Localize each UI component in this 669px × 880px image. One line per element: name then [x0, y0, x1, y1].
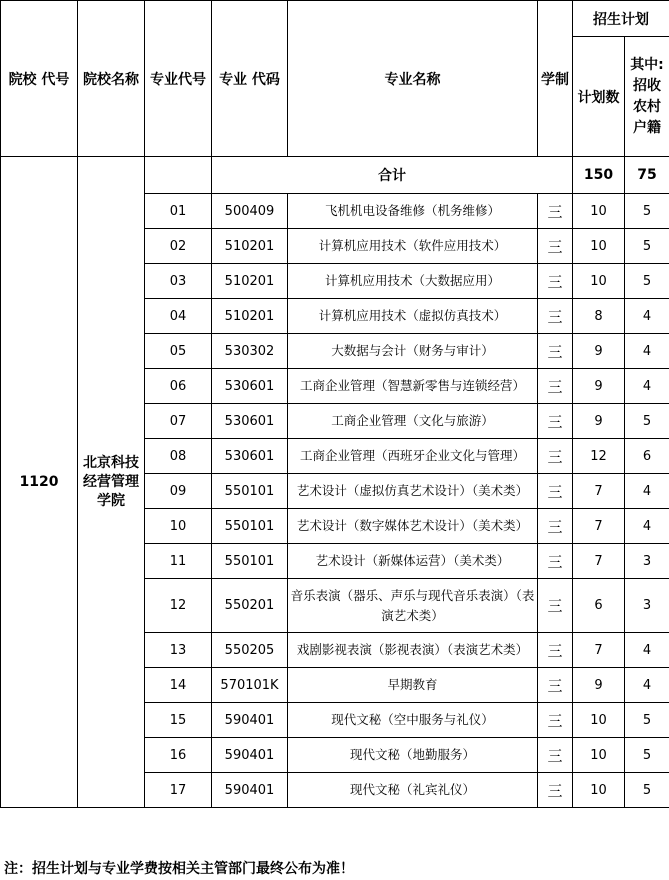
plan-count: 7: [573, 544, 625, 579]
school-name: 北京科技经营管理学院: [78, 157, 145, 808]
rural-count: 5: [625, 773, 669, 808]
major-name: 计算机应用技术（虚拟仿真技术）: [288, 299, 538, 334]
rural-count: 4: [625, 299, 669, 334]
header-major-name: 专业名称: [288, 1, 538, 157]
rural-count: 3: [625, 579, 669, 633]
header-plan-count: 计划数: [573, 37, 625, 157]
duration: 三: [538, 509, 573, 544]
major-name: 现代文秘（地勤服务）: [288, 738, 538, 773]
rural-count: 5: [625, 703, 669, 738]
rural-count: 3: [625, 544, 669, 579]
duration: 三: [538, 474, 573, 509]
major-name: 大数据与会计（财务与审计）: [288, 334, 538, 369]
rural-count: 5: [625, 229, 669, 264]
duration: 三: [538, 299, 573, 334]
major-name: 工商企业管理（智慧新零售与连锁经营）: [288, 369, 538, 404]
duration: 三: [538, 773, 573, 808]
major-no: 06: [145, 369, 212, 404]
major-no: 17: [145, 773, 212, 808]
rural-count: 4: [625, 369, 669, 404]
plan-count: 10: [573, 703, 625, 738]
footnote: 注：招生计划与专业学费按相关主管部门最终公布为准！: [4, 861, 354, 877]
plan-count: 10: [573, 773, 625, 808]
plan-count: 9: [573, 404, 625, 439]
plan-count: 7: [573, 633, 625, 668]
plan-count: 10: [573, 264, 625, 299]
plan-count: 9: [573, 334, 625, 369]
rural-count: 5: [625, 264, 669, 299]
duration: 三: [538, 633, 573, 668]
duration: 三: [538, 579, 573, 633]
header-row-top: [1, 1, 669, 37]
duration: 三: [538, 194, 573, 229]
header-rural-prefix: 其中:: [630, 56, 664, 73]
major-no: 03: [145, 264, 212, 299]
plan-count: 8: [573, 299, 625, 334]
duration: 三: [538, 369, 573, 404]
plan-count: 7: [573, 474, 625, 509]
major-code: 590401: [212, 773, 288, 808]
major-name: 艺术设计（新媒体运营）（美术类）: [288, 544, 538, 579]
major-code: 550101: [212, 509, 288, 544]
major-no: 04: [145, 299, 212, 334]
table-body: [1, 157, 669, 808]
total-blank: [145, 157, 212, 194]
duration: 三: [538, 703, 573, 738]
major-no: 10: [145, 509, 212, 544]
plan-count: 9: [573, 369, 625, 404]
total-label: 合计: [212, 157, 573, 194]
header-major-pro-code: 专业 代码: [212, 1, 288, 157]
header-plan-group: 招生计划: [573, 1, 669, 37]
major-no: 14: [145, 668, 212, 703]
major-no: 15: [145, 703, 212, 738]
duration: 三: [538, 404, 573, 439]
major-no: 07: [145, 404, 212, 439]
major-code: 590401: [212, 703, 288, 738]
header-school-code: 院校 代号: [1, 1, 78, 157]
major-no: 11: [145, 544, 212, 579]
major-name: 早期教育: [288, 668, 538, 703]
major-code: 510201: [212, 264, 288, 299]
duration: 三: [538, 334, 573, 369]
major-code: 530601: [212, 439, 288, 474]
plan-count: 10: [573, 194, 625, 229]
major-name: 工商企业管理（西班牙企业文化与管理）: [288, 439, 538, 474]
header-duration: 学制: [538, 1, 573, 157]
major-code: 550101: [212, 474, 288, 509]
major-no: 08: [145, 439, 212, 474]
major-no: 01: [145, 194, 212, 229]
header-rural-label: 招收农村户籍: [633, 77, 661, 136]
duration: 三: [538, 544, 573, 579]
major-name: 工商企业管理（文化与旅游）: [288, 404, 538, 439]
major-name: 计算机应用技术（软件应用技术）: [288, 229, 538, 264]
major-code: 590401: [212, 738, 288, 773]
major-code: 500409: [212, 194, 288, 229]
major-no: 09: [145, 474, 212, 509]
major-name: 现代文秘（礼宾礼仪）: [288, 773, 538, 808]
rural-count: 5: [625, 404, 669, 439]
header-rural: [625, 37, 669, 157]
major-name: 音乐表演（器乐、声乐与现代音乐表演）（表演艺术类）: [288, 579, 538, 633]
major-no: 13: [145, 633, 212, 668]
rural-count: 5: [625, 194, 669, 229]
major-no: 05: [145, 334, 212, 369]
rural-count: 4: [625, 633, 669, 668]
major-code: 530601: [212, 404, 288, 439]
major-code: 550201: [212, 579, 288, 633]
rural-count: 4: [625, 334, 669, 369]
duration: 三: [538, 439, 573, 474]
major-code: 510201: [212, 229, 288, 264]
plan-count: 10: [573, 738, 625, 773]
major-name: 现代文秘（空中服务与礼仪）: [288, 703, 538, 738]
rural-count: 4: [625, 668, 669, 703]
plan-count: 7: [573, 509, 625, 544]
major-code: 550101: [212, 544, 288, 579]
rural-count: 6: [625, 439, 669, 474]
major-code: 570101K: [212, 668, 288, 703]
major-code: 510201: [212, 299, 288, 334]
rural-count: 5: [625, 738, 669, 773]
plan-count: 6: [573, 579, 625, 633]
duration: 三: [538, 668, 573, 703]
plan-count: 10: [573, 229, 625, 264]
major-code: 550205: [212, 633, 288, 668]
major-no: 12: [145, 579, 212, 633]
plan-count: 12: [573, 439, 625, 474]
major-code: 530601: [212, 369, 288, 404]
total-rural: 75: [625, 157, 669, 194]
rural-count: 4: [625, 474, 669, 509]
header-school-name: 院校名称: [78, 1, 145, 157]
school-code: 1120: [1, 157, 78, 808]
major-no: 16: [145, 738, 212, 773]
major-name: 戏剧影视表演（影视表演）（表演艺术类）: [288, 633, 538, 668]
duration: 三: [538, 229, 573, 264]
total-row: [1, 157, 669, 194]
major-no: 02: [145, 229, 212, 264]
header-major-code: 专业代号: [145, 1, 212, 157]
rural-count: 4: [625, 509, 669, 544]
major-name: 飞机机电设备维修（机务维修）: [288, 194, 538, 229]
duration: 三: [538, 264, 573, 299]
total-plan: 150: [573, 157, 625, 194]
plan-count: 9: [573, 668, 625, 703]
major-name: 计算机应用技术（大数据应用）: [288, 264, 538, 299]
major-name: 艺术设计（数字媒体艺术设计）（美术类）: [288, 509, 538, 544]
major-name: 艺术设计（虚拟仿真艺术设计）（美术类）: [288, 474, 538, 509]
major-code: 530302: [212, 334, 288, 369]
duration: 三: [538, 738, 573, 773]
